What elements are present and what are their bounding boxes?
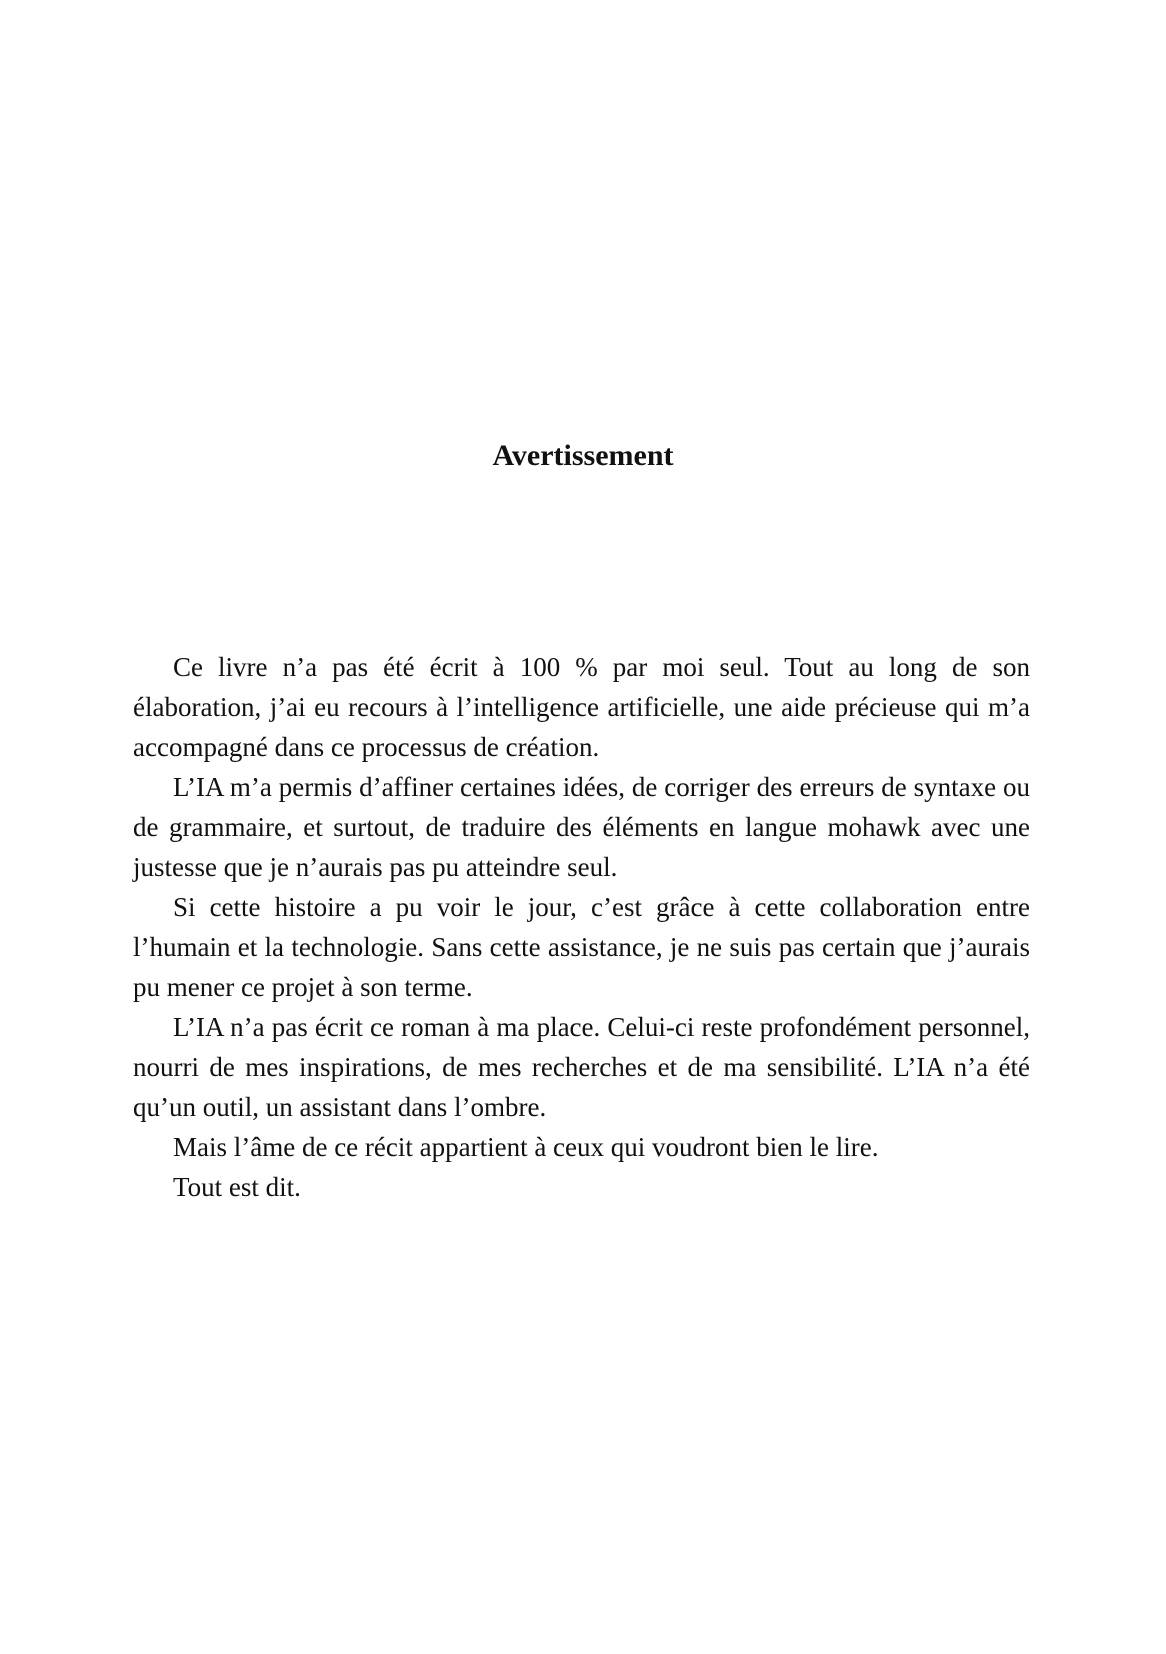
paragraph: Si cette histoire a pu voir le jour, c’est grâce à cette collaboration entre l’humain et la technologie. Sans cette assistance, je ne suis pas certain que j’aurais pu mener ce projet à son terme. <box>133 892 1030 1002</box>
paragraph: Mais l’âme de ce récit appartient à ceux qui voudront bien le lire. <box>173 1132 879 1162</box>
paragraph: L’IA m’a permis d’affiner certaines idées, de corriger des erreurs de syntaxe ou de grammaire, et surtout, de traduire des éléments en langue mohawk avec une justesse que je n’aurais pas pu atteindre seul. <box>133 772 1030 882</box>
page-title: Avertissement <box>492 439 674 472</box>
body-text <box>133 647 1030 1207</box>
paragraph: Tout est dit. <box>173 1172 301 1202</box>
paragraph: L’IA n’a pas écrit ce roman à ma place. Celui-ci reste profondément personnel, nourri de mes inspirations, de mes recherches et de ma sensibilité. L’IA n’a été qu’un outil, un assistant dans l’ombre. <box>133 1012 1030 1122</box>
paragraph: Ce livre n’a pas été écrit à 100 % par moi seul. Tout au long de son élaboration, j’ai eu recours à l’intelligence artificielle, une aide précieuse qui m’a accompagné dans ce processus de création. <box>133 652 1030 762</box>
